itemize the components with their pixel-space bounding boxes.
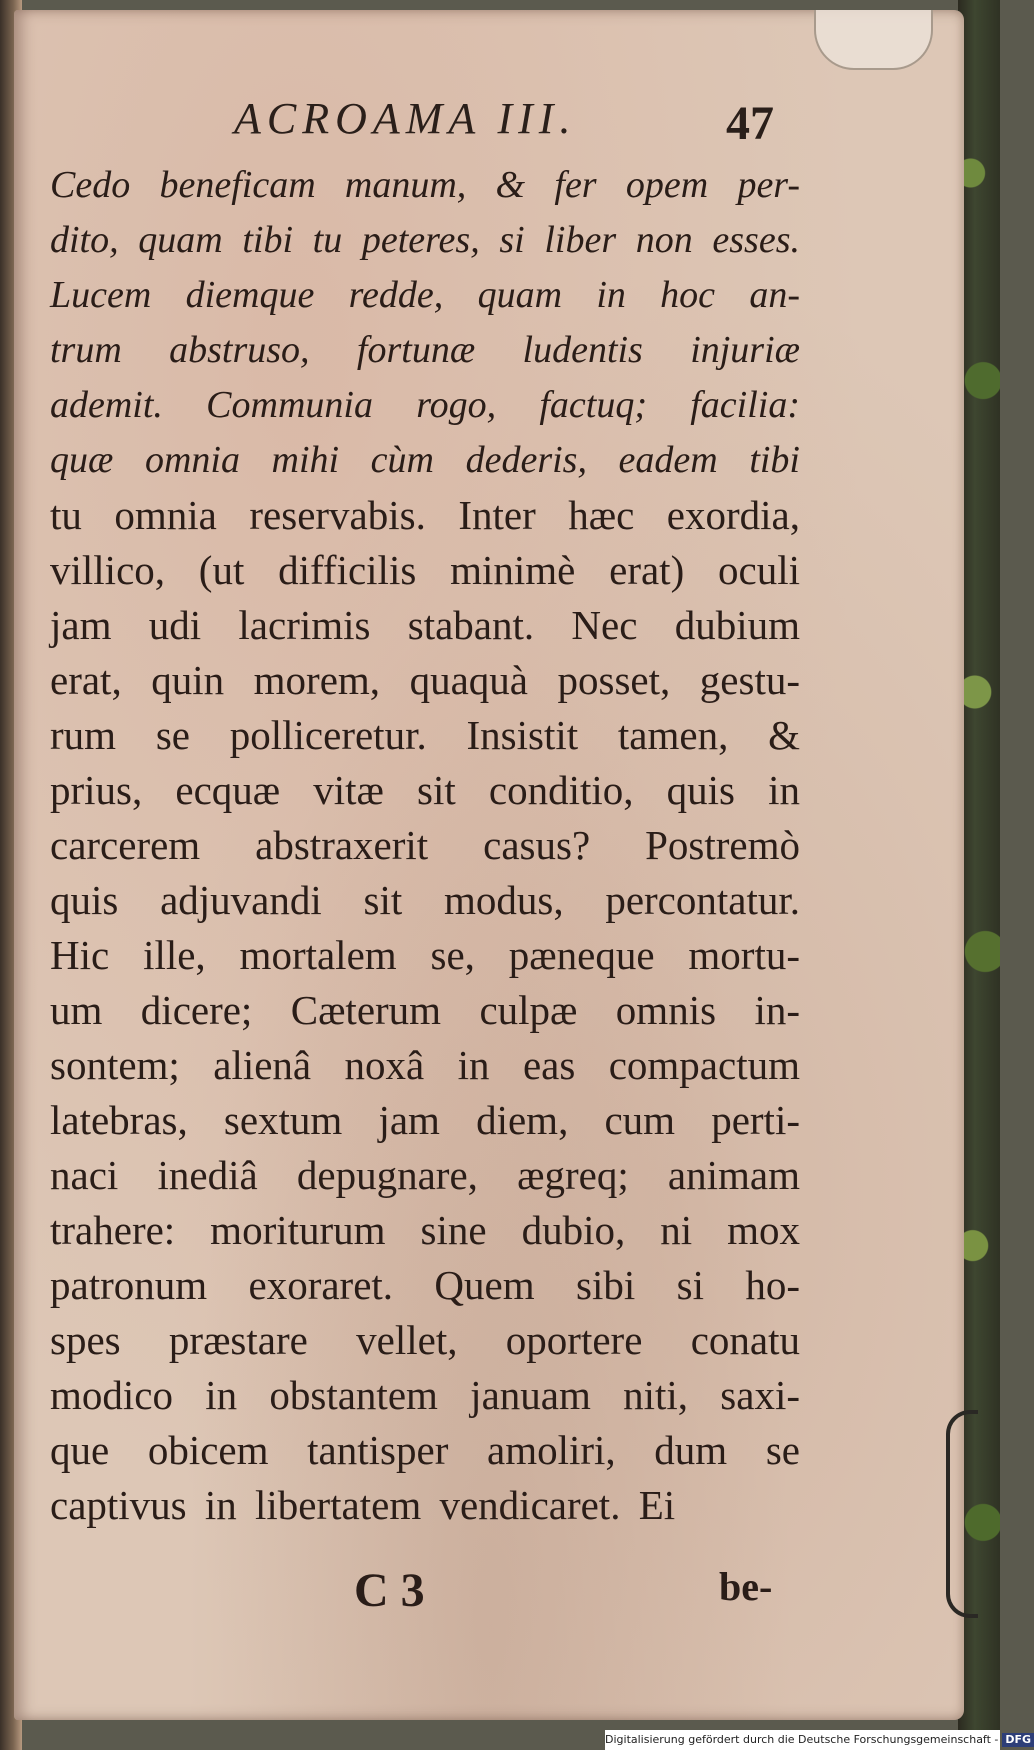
text-line: villico, (ut difficilis minimè erat) oculi: [50, 547, 800, 593]
text-line: sontem; alienâ noxâ in eas compactum: [50, 1042, 800, 1088]
text-line: quis adjuvandi sit modus, percontatur.: [50, 877, 800, 923]
text-line: um dicere; Cæterum culpæ omnis in-: [50, 987, 800, 1033]
text-line: spes præstare vellet, oportere conatu: [50, 1317, 800, 1363]
text-line: carcerem abstraxerit casus? Postremò: [50, 822, 800, 868]
page-edge-bracket: [946, 1410, 978, 1618]
text-line: quæ omnia mihi cùm dederis, eadem tibi: [50, 439, 800, 481]
text-line: naci inediâ depugnare, ægreq; animam: [50, 1152, 800, 1198]
page-number: 47: [726, 97, 774, 150]
text-line: que obicem tantisper amoliri, dum se: [50, 1427, 800, 1473]
body-text: [50, 158, 800, 1533]
text-line: erat, quin morem, quaquà posset, gestu-: [50, 657, 800, 703]
text-line: trum abstruso, fortunæ ludentis injuriæ: [50, 329, 800, 371]
text-line: tu omnia reservabis. Inter hæc exordia,: [50, 492, 800, 538]
signature-mark: C 3: [354, 1564, 425, 1617]
running-head: ACROAMA III.: [234, 94, 577, 143]
book-page: [14, 10, 964, 1720]
page-clip: [814, 10, 933, 70]
text-line: ademit. Communia rogo, factuq; facilia:: [50, 384, 800, 426]
text-line: prius, ecquæ vitæ sit conditio, quis in: [50, 767, 800, 813]
text-line: dito, quam tibi tu peteres, si liber non esses.: [50, 219, 800, 261]
text-line: modico in obstantem januam niti, saxi-: [50, 1372, 800, 1418]
digitization-footer: [605, 1730, 1032, 1750]
text-line: Hic ille, mortalem se, pæneque mortu-: [50, 932, 800, 978]
dfg-logo: DFG: [1002, 1733, 1034, 1747]
text-line: captivus in libertatem vendicaret. Ei: [50, 1482, 676, 1528]
footer-text: Digitalisierung gefördert durch die Deutsche Forschungsgemeinschaft -: [605, 1733, 999, 1746]
text-line: rum se polliceretur. Insistit tamen, &: [50, 712, 800, 758]
text-line: Lucem diemque redde, quam in hoc an-: [50, 274, 800, 316]
text-line: jam udi lacrimis stabant. Nec dubium: [50, 602, 800, 648]
text-line: Cedo beneficam manum, & fer opem per-: [50, 164, 800, 206]
text-line: trahere: moriturum sine dubio, ni mox: [50, 1207, 800, 1253]
text-line: patronum exoraret. Quem sibi si ho-: [50, 1262, 800, 1308]
text-line: latebras, sextum jam diem, cum perti-: [50, 1097, 800, 1143]
catchword: be-: [719, 1564, 773, 1609]
